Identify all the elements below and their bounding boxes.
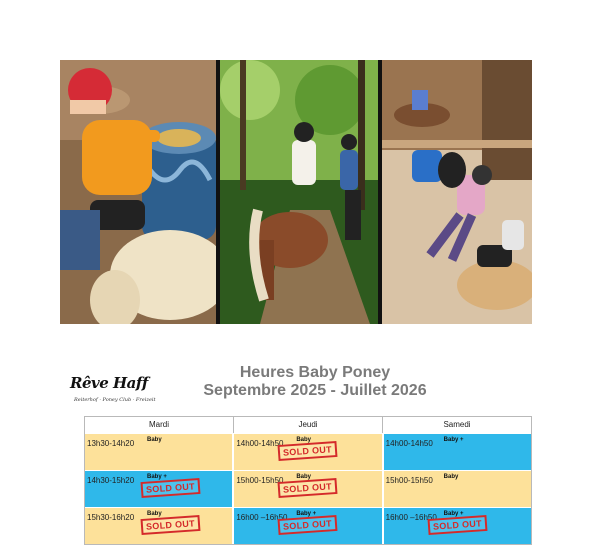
table-cell: [234, 508, 383, 544]
slot-time: 14h30-15h20: [87, 476, 135, 485]
slot-level: Baby: [147, 437, 162, 443]
sold-out-stamp: SOLD OUT: [141, 478, 201, 498]
slot-time: 15h30-16h20: [87, 513, 135, 522]
slot-level: Baby +: [443, 511, 464, 517]
sold-out-stamp: SOLD OUT: [278, 515, 338, 535]
logo-subtitle: Reiterhof · Poney Club · Freizeit: [74, 397, 156, 403]
slot-time: 14h00-14h50: [385, 439, 433, 448]
schedule-table: [84, 416, 532, 545]
photo-child-on-pony: [60, 60, 216, 324]
slot-level: Baby +: [296, 511, 317, 517]
page-subtitle: Septembre 2025 - Juillet 2026: [203, 382, 427, 399]
slot-level: Baby: [296, 474, 311, 480]
table-cell: [384, 508, 531, 544]
table-cell: [234, 434, 383, 470]
table-cell: [85, 434, 234, 470]
sold-out-stamp: SOLD OUT: [427, 515, 487, 535]
slot-time: 16h00 –16h50: [236, 513, 288, 522]
table-row: [85, 470, 531, 507]
table-row: [85, 433, 531, 470]
header-jeudi: Jeudi: [234, 417, 383, 433]
sold-out-stamp: SOLD OUT: [278, 441, 338, 461]
table-header: [85, 417, 531, 433]
slot-level: Baby: [147, 511, 162, 517]
slot-level: Baby: [296, 437, 311, 443]
slot-level: Baby +: [443, 437, 464, 443]
sold-out-stamp: SOLD OUT: [278, 478, 338, 498]
table-cell: [384, 471, 531, 507]
slot-level: Baby +: [147, 474, 167, 480]
slot-level: Baby: [443, 474, 459, 480]
slot-time: 15h00-15h50: [385, 476, 433, 485]
table-cell: [234, 471, 383, 507]
slot-time: 13h30-14h20: [87, 439, 135, 448]
table-cell: [85, 508, 234, 544]
header-samedi: Samedi: [443, 420, 471, 429]
photo-arena: [382, 60, 532, 324]
photo-strip: [60, 60, 532, 324]
photo-forest-ride: [220, 60, 378, 324]
slot-time: 14h00-14h50: [236, 439, 284, 448]
table-cell: [85, 471, 234, 507]
slot-time: 16h00 –16h50: [385, 513, 437, 522]
page-title: Heures Baby Poney: [239, 364, 391, 381]
slot-time: 15h00-15h50: [236, 476, 284, 485]
logo-wordmark: Rêve Haff: [70, 374, 148, 392]
table-cell: [384, 434, 531, 470]
sold-out-stamp: SOLD OUT: [141, 515, 201, 535]
table-row: [85, 507, 531, 544]
header-mardi: Mardi: [85, 417, 234, 433]
club-logo: [68, 364, 156, 410]
